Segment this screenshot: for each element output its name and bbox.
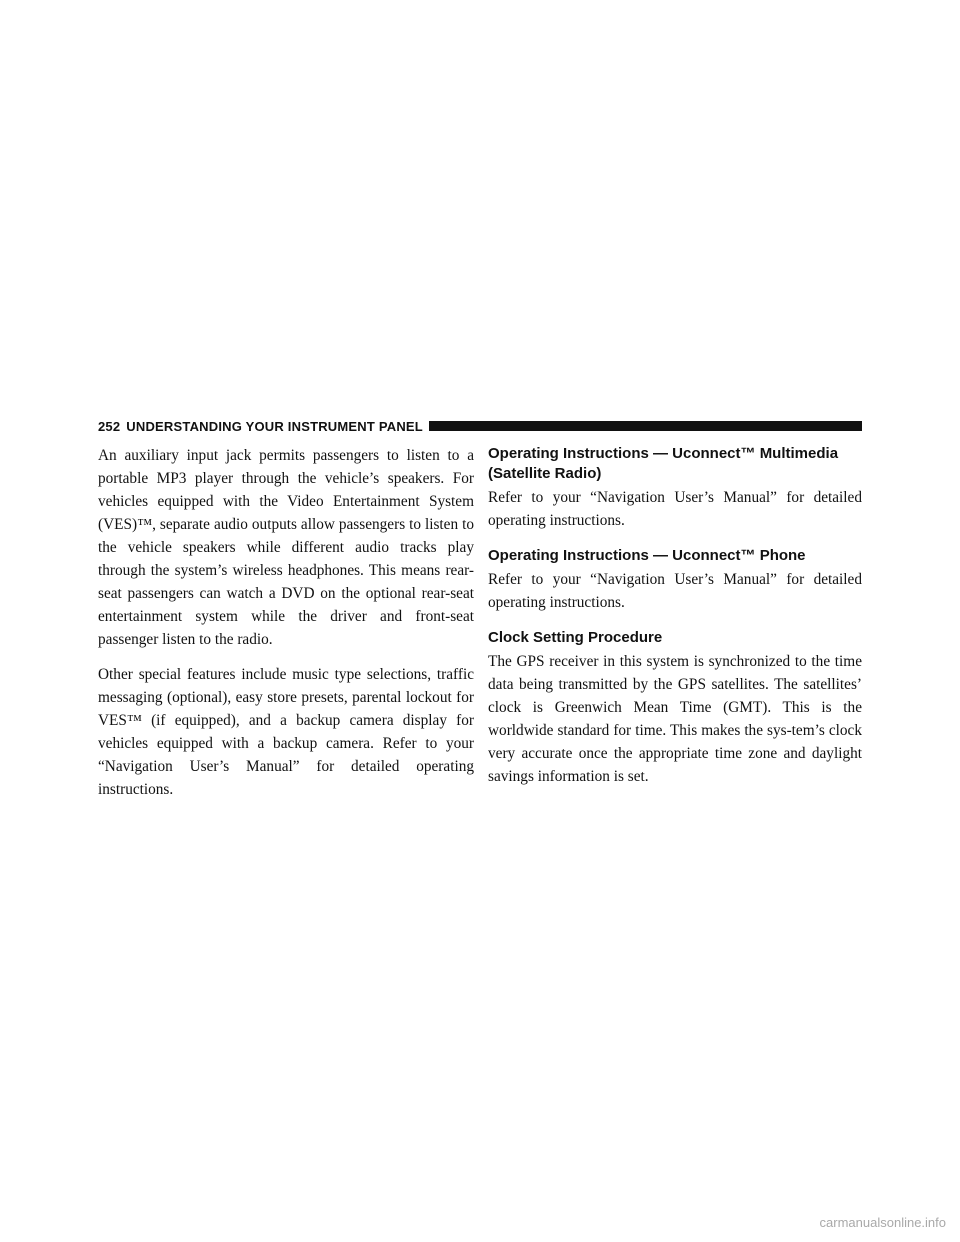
header-label [98,419,423,434]
heading-multimedia: Operating Instructions — Uconnect™ Multimedia (Satellite Radio) [488,445,839,482]
heading-clock-setting: Clock Setting Procedure [488,629,663,646]
header-rule [429,421,862,431]
paragraph-phone: Refer to your “Navigation User’s Manual” for detailed operating instructions. [488,571,862,611]
watermark: carmanualsonline.info [819,1215,946,1230]
heading-phone: Operating Instructions — Uconnect™ Phone [488,547,806,564]
paragraph-clock-setting: The GPS receiver in this system is synchronized to the time data being transmitted by the GPS satellites. The satellites’ clock is Greenwich Mean Time (GMT). This is the worldwide standard for time. This makes the sys-tem’s clock very accurate once the appropriate time zone and daylight savings information is set. [488,653,862,785]
paragraph-aux-input: An auxiliary input jack permits passengers to listen to a portable MP3 player through the vehicle’s speakers. For vehicles equipped with the Video Entertainment System (VES)™, separate audio outputs allow passengers to listen to the vehicle speakers while different audio tracks play through the system’s wireless headphones. This means rear-seat passengers can watch a DVD on the optional rear-seat entertainment system while the driver and front-seat passenger listen to the radio. [98,447,474,648]
page-header [98,418,862,434]
page-number: 252 [98,418,121,434]
right-column [488,444,862,788]
paragraph-special-features: Other special features include music type selections, traffic messaging (optional), easy store presets, parental lockout for VES™ (if equipped), and a backup camera display for vehicles equipped with a backup camera. Refer to your “Navigation User’s Manual” for detailed operating instructions. [98,666,474,798]
section-title: UNDERSTANDING YOUR INSTRUMENT PANEL [126,418,423,434]
left-column [98,444,474,801]
paragraph-multimedia: Refer to your “Navigation User’s Manual” for detailed operating instructions. [488,489,862,529]
